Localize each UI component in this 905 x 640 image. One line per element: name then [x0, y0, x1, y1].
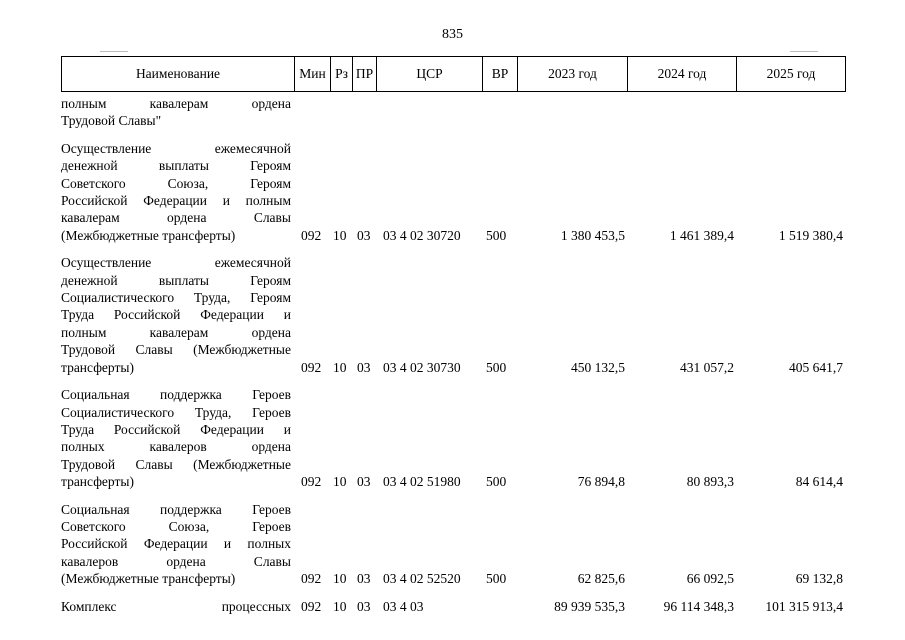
cell-pr: 03	[357, 474, 371, 490]
cell-pr: 03	[357, 571, 371, 587]
col-header-min: Мин	[295, 57, 331, 92]
cell-min: 092	[301, 474, 322, 490]
cell-csr: 03 4 03	[383, 598, 424, 614]
cell-vr: 500	[486, 359, 507, 375]
cell-rz: 10	[333, 474, 347, 490]
cell-vr: 500	[486, 474, 507, 490]
cell-csr: 03 4 02 52520	[383, 571, 461, 587]
cell-2025: 84 614,4	[795, 474, 843, 490]
table-row	[61, 254, 845, 376]
cell-pr: 03	[357, 227, 371, 243]
row-name-line: полным кавалерам ордена	[61, 96, 291, 111]
cell-2023: 76 894,8	[577, 474, 625, 490]
header-rule-right	[790, 51, 818, 52]
table-row	[61, 140, 845, 244]
cell-2025: 405 641,7	[789, 359, 843, 375]
row-name-line: Труда Российской Федерации и	[61, 421, 291, 437]
row-name-line: Трудовой Славы (Межбюджетные	[61, 342, 291, 358]
cell-2024: 66 092,5	[686, 571, 734, 587]
row-name-line: кавалерам ордена Славы	[61, 210, 291, 226]
row-name-line: полным кавалерам ордена	[61, 324, 291, 340]
cell-rz: 10	[333, 571, 347, 587]
table-row	[61, 598, 845, 615]
cell-pr: 03	[357, 359, 371, 375]
row-name-line: денежной выплаты Героям	[61, 272, 291, 288]
row-name-line: Социалистического Труда, Героев	[61, 404, 291, 420]
table-body	[61, 95, 845, 615]
cell-pr: 03	[357, 598, 371, 614]
cell-2023: 1 380 453,5	[560, 227, 625, 243]
cell-rz: 10	[333, 598, 347, 614]
row-name	[61, 140, 291, 244]
col-header-2023: 2023 год	[518, 57, 628, 92]
col-header-pr: ПР	[353, 57, 377, 92]
cell-2024: 431 057,2	[680, 359, 734, 375]
cell-rz: 10	[333, 359, 347, 375]
cell-min: 092	[301, 359, 322, 375]
table-row	[61, 95, 845, 130]
cell-csr: 03 4 02 30730	[383, 359, 461, 375]
row-gap	[61, 130, 845, 140]
row-name-line: Трудовой Славы"	[61, 113, 162, 129]
row-name-line: полных кавалеров ордена	[61, 439, 291, 455]
row-name-line: трансферты)	[61, 474, 134, 490]
row-name-line: Труда Российской Федерации и	[61, 307, 291, 323]
cell-2024: 96 114 348,3	[663, 598, 734, 614]
row-name-line: кавалеров ордена Славы	[61, 553, 291, 569]
col-header-name: Наименование	[62, 57, 295, 92]
row-name-line: Осуществление ежемесячной	[61, 140, 291, 156]
row-name-line: Российской Федерации и полным	[61, 193, 291, 209]
cell-2025: 69 132,8	[795, 571, 843, 587]
row-name-line: трансферты)	[61, 359, 134, 375]
col-header-csr: ЦСР	[377, 57, 483, 92]
cell-min: 092	[301, 227, 322, 243]
row-name-line: Советского Союза, Героям	[61, 175, 291, 191]
cell-vr: 500	[486, 227, 507, 243]
row-name-line: Социальная поддержка Героев	[61, 501, 291, 517]
cell-2025: 101 315 913,4	[765, 598, 843, 614]
row-gap	[61, 588, 845, 598]
row-gap	[61, 376, 845, 386]
col-header-2024: 2024 год	[628, 57, 737, 92]
header-rule-left	[100, 51, 128, 52]
row-name-line: денежной выплаты Героям	[61, 158, 291, 174]
cell-2023: 450 132,5	[571, 359, 625, 375]
cell-csr: 03 4 02 30720	[383, 227, 461, 243]
row-name-line: Социалистического Труда, Героям	[61, 290, 291, 306]
cell-min: 092	[301, 598, 322, 614]
col-header-vr: ВР	[483, 57, 518, 92]
row-name	[61, 386, 291, 490]
cell-csr: 03 4 02 51980	[383, 474, 461, 490]
row-name-line: Социальная поддержка Героев	[61, 387, 291, 403]
cell-2023: 62 825,6	[577, 571, 625, 587]
row-gap	[61, 491, 845, 501]
row-name	[61, 254, 291, 376]
cell-2024: 1 461 389,4	[669, 227, 734, 243]
cell-2024: 80 893,3	[686, 474, 734, 490]
row-name-line: Комплекс процессных	[61, 598, 291, 614]
row-name	[61, 598, 291, 615]
row-name-line: Осуществление ежемесячной	[61, 255, 291, 271]
col-header-2025: 2025 год	[737, 57, 846, 92]
row-name	[61, 501, 291, 588]
cell-vr: 500	[486, 571, 507, 587]
table-row	[61, 501, 845, 588]
cell-2023: 89 939 535,3	[554, 598, 625, 614]
table-row	[61, 386, 845, 490]
row-name-line: Российской Федерации и полных	[61, 536, 291, 552]
row-gap	[61, 244, 845, 254]
cell-2025: 1 519 380,4	[778, 227, 843, 243]
cell-rz: 10	[333, 227, 347, 243]
row-name-line: Советского Союза, Героев	[61, 518, 291, 534]
row-name-line: (Межбюджетные трансферты)	[61, 571, 236, 587]
cell-min: 092	[301, 571, 322, 587]
row-name-line: Трудовой Славы (Межбюджетные	[61, 456, 291, 472]
row-name	[61, 95, 291, 130]
page-number: 835	[442, 27, 463, 42]
col-header-rz: Рз	[331, 57, 353, 92]
row-name-line: (Межбюджетные трансферты)	[61, 227, 236, 243]
table-header	[61, 56, 846, 92]
